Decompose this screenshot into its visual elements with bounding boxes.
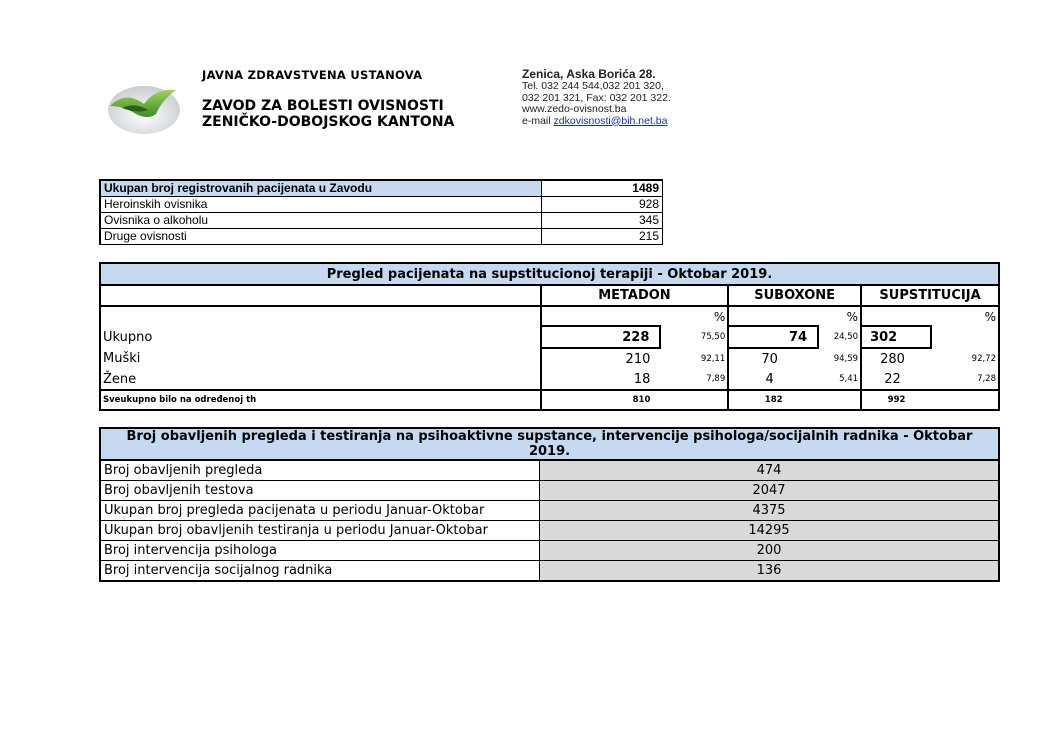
phone-line2: 032 201 321, Fax: 032 201 322. — [522, 91, 671, 104]
table-row — [100, 326, 999, 348]
row-value: 136 — [540, 561, 1000, 582]
pct-symbol: % — [713, 309, 726, 324]
row-label: Ukupan broj obavljenih testiranja u periodu Januar-Oktobar — [100, 521, 540, 541]
metadon-value: 18 — [541, 369, 661, 390]
row-value: 4375 — [540, 501, 1000, 521]
supstitucija-pct: 7,28 — [977, 374, 996, 384]
table-row — [100, 180, 663, 197]
org-type: JAVNA ZDRAVSTVENA USTANOVA — [202, 68, 423, 82]
pct-symbol: % — [846, 309, 859, 324]
table-row — [100, 521, 999, 541]
metadon-value: 228 — [541, 326, 661, 348]
row-label: Žene — [103, 371, 137, 387]
supstitucija-total: 992 — [861, 390, 931, 410]
org-name-line1: ZAVOD ZA BOLESTI OVISNOSTI — [202, 98, 444, 114]
spacer-cell — [728, 306, 818, 326]
col-supstitucija: SUPSTITUCIJA — [861, 285, 999, 306]
row-label: Druge ovisnosti — [100, 229, 542, 245]
organization-name — [202, 68, 454, 130]
suboxone-pct: 24,50 — [833, 332, 859, 342]
metadon-pct: 7,89 — [706, 374, 726, 384]
suboxone-total: 182 — [728, 390, 818, 410]
row-label: Heroinskih ovisnika — [100, 197, 542, 213]
website: www.zedo-ovisnost.ba — [522, 103, 627, 115]
suboxone-value: 70 — [728, 348, 818, 369]
email-label: e-mail — [522, 114, 554, 127]
row-value: 928 — [542, 197, 663, 213]
metadon-pct: 92,11 — [700, 353, 726, 364]
exams-title: Broj obavljenih pregleda i testiranja na psihoaktivne supstance, intervencije psihologa/socijalnih radnika - Oktobar 2019. — [100, 428, 999, 460]
table-row — [100, 541, 999, 561]
bird-logo-icon — [104, 80, 184, 135]
table-row — [100, 369, 999, 390]
email-link[interactable]: zdkovisnosti@bih.net.ba — [553, 114, 668, 127]
supstitucija-value: 280 — [861, 348, 931, 369]
row-value: 2047 — [540, 481, 1000, 501]
supstitucija-value: 22 — [861, 369, 931, 390]
table-row — [100, 481, 999, 501]
table-row-total — [100, 390, 999, 410]
row-label: Broj intervencija socijalnog radnika — [100, 561, 540, 582]
row-label: Ovisnika o alkoholu — [100, 213, 542, 229]
therapy-table — [99, 262, 1000, 411]
table-row — [100, 501, 999, 521]
spacer-cell — [660, 390, 728, 410]
metadon-total: 810 — [541, 390, 661, 410]
row-value: 1489 — [542, 180, 663, 197]
org-name-line2: ZENIČKO-DOBOJSKOG KANTONA — [202, 114, 455, 130]
table-row — [100, 229, 663, 245]
row-value: 215 — [542, 229, 663, 245]
row-value: 474 — [540, 460, 1000, 481]
table-row — [100, 561, 999, 582]
therapy-title: Pregled pacijenata na supstitucionoj terapiji - Oktobar 2019. — [100, 263, 999, 285]
table-row — [100, 213, 663, 229]
row-label: Ukupan broj registrovanih pacijenata u Zavodu — [100, 180, 542, 197]
contact-info — [522, 68, 671, 127]
table-row — [100, 348, 999, 369]
table-row — [100, 460, 999, 481]
spacer-cell — [818, 390, 861, 410]
row-value: 14295 — [540, 521, 1000, 541]
exams-table — [99, 427, 1000, 582]
row-label: Ukupno — [103, 329, 153, 345]
suboxone-pct: 5,41 — [839, 374, 859, 384]
spacer-cell — [931, 390, 999, 410]
table-row — [100, 197, 663, 213]
total-label: Sveukupno bilo na određenoj th — [100, 390, 541, 410]
registered-patients-table — [99, 179, 663, 245]
spacer-cell — [861, 306, 931, 326]
header-spacer — [100, 285, 541, 306]
suboxone-value: 74 — [728, 326, 818, 348]
row-value: 200 — [540, 541, 1000, 561]
spacer-cell — [541, 306, 661, 326]
metadon-value: 210 — [541, 348, 661, 369]
supstitucija-pct: 92,72 — [971, 353, 996, 364]
supstitucija-pct — [931, 326, 999, 348]
spacer-cell — [100, 306, 541, 326]
pct-symbol: % — [984, 309, 996, 324]
row-label: Ukupan broj pregleda pacijenata u periodu Januar-Oktobar — [100, 501, 540, 521]
col-metadon: METADON — [541, 285, 729, 306]
address: Zenica, Aska Borića 28. — [522, 67, 656, 81]
suboxone-pct: 94,59 — [833, 353, 859, 364]
row-label: Broj obavljenih pregleda — [100, 460, 540, 481]
email-line — [522, 116, 671, 128]
col-suboxone: SUBOXONE — [728, 285, 861, 306]
suboxone-value: 4 — [728, 369, 818, 390]
supstitucija-value: 302 — [861, 326, 931, 348]
phone-line1: Tel. 032 244 544,032 201 320, — [522, 80, 664, 92]
row-label: Broj intervencija psihologa — [100, 541, 540, 561]
row-value: 345 — [542, 213, 663, 229]
row-label: Muški — [103, 351, 141, 366]
row-label: Broj obavljenih testova — [100, 481, 540, 501]
metadon-pct: 75,50 — [700, 332, 726, 342]
